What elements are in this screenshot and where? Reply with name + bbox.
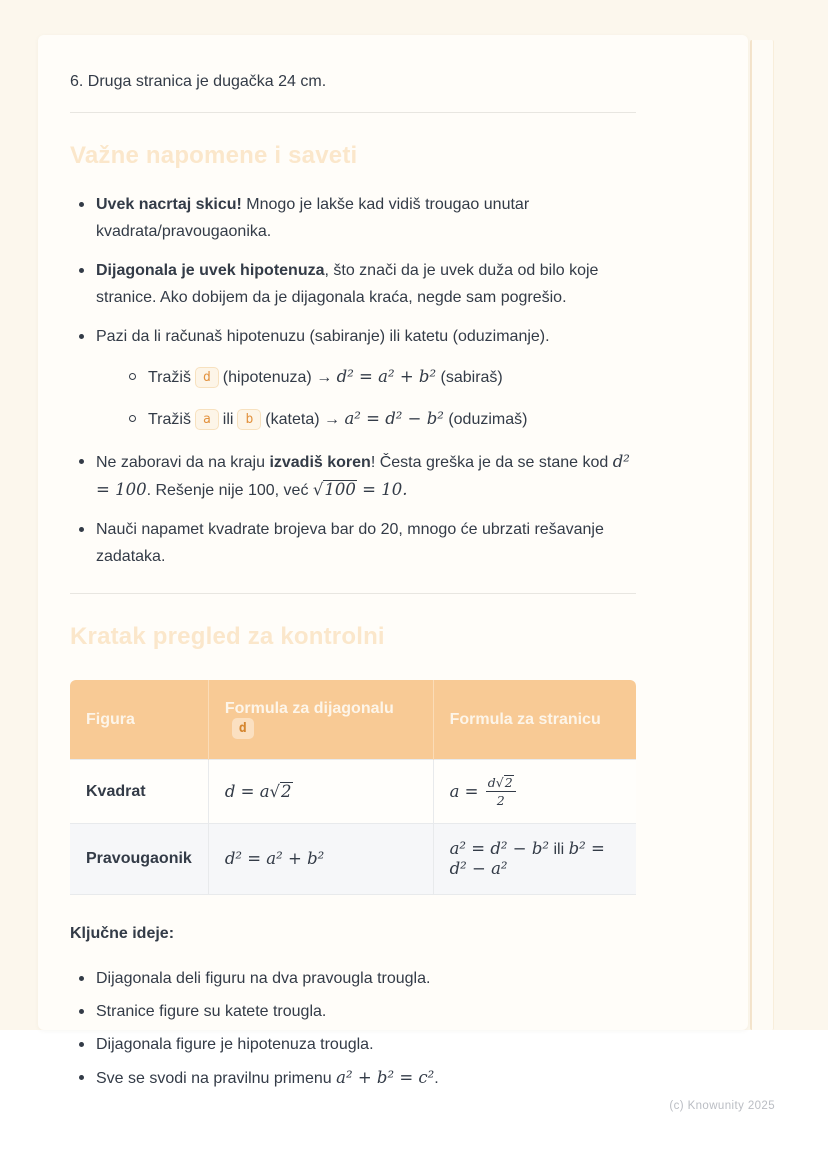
copyright-footer: (c) Knowunity 2025: [669, 1100, 775, 1112]
variable-chip-d-header: d: [232, 718, 254, 739]
radicand: 2: [281, 781, 292, 801]
cell-side-formula: [433, 760, 636, 824]
list-item-operation: [70, 323, 636, 436]
radicand: 2: [504, 775, 513, 790]
formula-a2-d2b2: a² = d² − b²: [449, 839, 550, 859]
body-text: (oduzimaš): [443, 411, 528, 428]
bold-text: Dijagonala je uvek hipotenuza: [96, 262, 325, 279]
fraction: [486, 775, 516, 808]
formula-d2-100: d² = 100: [96, 452, 630, 499]
body-text: Pazi da li računaš hipotenuzu (sabiranje) ili katetu (oduzimanje).: [96, 328, 550, 345]
key-idea-item: [70, 1064, 636, 1092]
body-text: ! Česta greška je da se stane kod: [370, 454, 613, 471]
variable-chip-b: b: [237, 409, 261, 430]
radicand: 100: [324, 480, 356, 499]
cell-diagonal-formula: [208, 760, 433, 824]
section-divider: [70, 593, 636, 594]
body-text: Tražiš: [148, 411, 191, 428]
formula-b2-d2a2: b² = d² − a²: [449, 839, 605, 879]
header-figura: Figura: [70, 680, 208, 760]
body-text: (kateta) →: [265, 411, 345, 428]
formula-text: d: [487, 775, 496, 790]
formula-a2: a² = d² − b²: [344, 409, 444, 428]
formula-d-asqrt2: [225, 782, 293, 801]
body-text: Sve se svodi na pravilnu primenu: [96, 1070, 337, 1088]
cell-diagonal-formula: [208, 824, 433, 895]
formula-text: a =: [449, 782, 484, 802]
notes-section-title: Važne napomene i saveti: [70, 142, 358, 169]
sqrt-expression: [313, 480, 408, 499]
body-text: (hipotenuza) →: [222, 369, 337, 386]
page-content: [38, 35, 636, 1092]
body-text: Tražiš: [148, 369, 191, 386]
sub-list: [122, 360, 636, 436]
cell-side-formula: [433, 824, 636, 895]
key-ideas-title: Ključne ideje:: [70, 925, 175, 943]
key-idea-item: Dijagonala figure je hipotenuza trougla.: [70, 1031, 636, 1058]
radical-sign: √: [269, 781, 281, 801]
key-idea-item: Stranice figure su katete trougla.: [70, 998, 636, 1025]
header-diagonal-formula: [208, 680, 433, 760]
body-text: , što znači da je uvek duža od bilo koje stranice. Ako dobijem da je dijagonala kraća, negde sam pogrešio.: [96, 262, 599, 306]
cell-figura: Pravougaonik: [70, 824, 208, 895]
cell-figura: Kvadrat: [70, 760, 208, 824]
key-ideas-list: [70, 965, 636, 1092]
sub-item-ab: [122, 402, 636, 436]
radical-sign: √: [312, 480, 324, 499]
document-page: [38, 35, 748, 1088]
bold-text: Uvek nacrtaj skicu!: [96, 196, 242, 213]
table-header-row: [70, 680, 636, 760]
next-page-edge: [750, 40, 774, 1030]
fraction-denominator: 2: [486, 791, 516, 808]
body-text: . Rešenje nije 100, već: [146, 482, 313, 499]
formula-d2: d² = a² + b²: [336, 367, 437, 386]
bold-text: izvadiš koren: [269, 454, 371, 471]
numbered-answer-line: 6. Druga stranica je dugačka 24 cm.: [70, 73, 327, 90]
formula-d2-a2b2: d² = a² + b²: [224, 849, 325, 869]
variable-chip-d: d: [195, 367, 219, 388]
notes-list: [70, 191, 636, 570]
body-text: (sabiraš): [436, 369, 503, 386]
equals-result: = 10.: [356, 480, 408, 499]
section-divider: [70, 112, 636, 113]
body-text: .: [434, 1070, 439, 1088]
summary-table-wrapper: [70, 680, 636, 895]
fraction-numerator: [486, 775, 516, 791]
table-row-kvadrat: [70, 760, 636, 824]
body-text: Ne zaboravi da na kraju: [96, 454, 270, 471]
body-text: ili: [222, 411, 234, 428]
list-item-hypotenuse: [70, 257, 636, 311]
formula-text: d = a: [224, 781, 270, 801]
header-text: Formula za dijagonalu: [224, 700, 394, 717]
table-row-pravougaonik: [70, 824, 636, 895]
body-text: Mnogo je lakše kad vidiš trougao unutar kvadrata/pravougaonika.: [96, 196, 530, 240]
formula-pythagoras: a² + b² = c²: [336, 1068, 435, 1088]
list-item-squares: [70, 516, 636, 570]
conjunction-text: ili: [549, 841, 569, 859]
list-item-sketch: [70, 191, 636, 245]
radical-sign: √: [495, 775, 504, 790]
formula-a-fraction: [449, 775, 516, 809]
summary-table: [70, 680, 636, 894]
summary-section-title: Kratak pregled za kontrolni: [70, 623, 385, 650]
sub-item-d: [122, 360, 636, 394]
key-idea-item: Dijagonala deli figuru na dva pravougla trougla.: [70, 965, 636, 992]
list-item-root: [70, 448, 636, 504]
header-side-formula: Formula za stranicu: [433, 680, 636, 760]
variable-chip-a: a: [195, 409, 219, 430]
body-text: Nauči napamet kvadrate brojeva bar do 20, mnogo će ubrzati rešavanje zadataka.: [96, 521, 604, 565]
